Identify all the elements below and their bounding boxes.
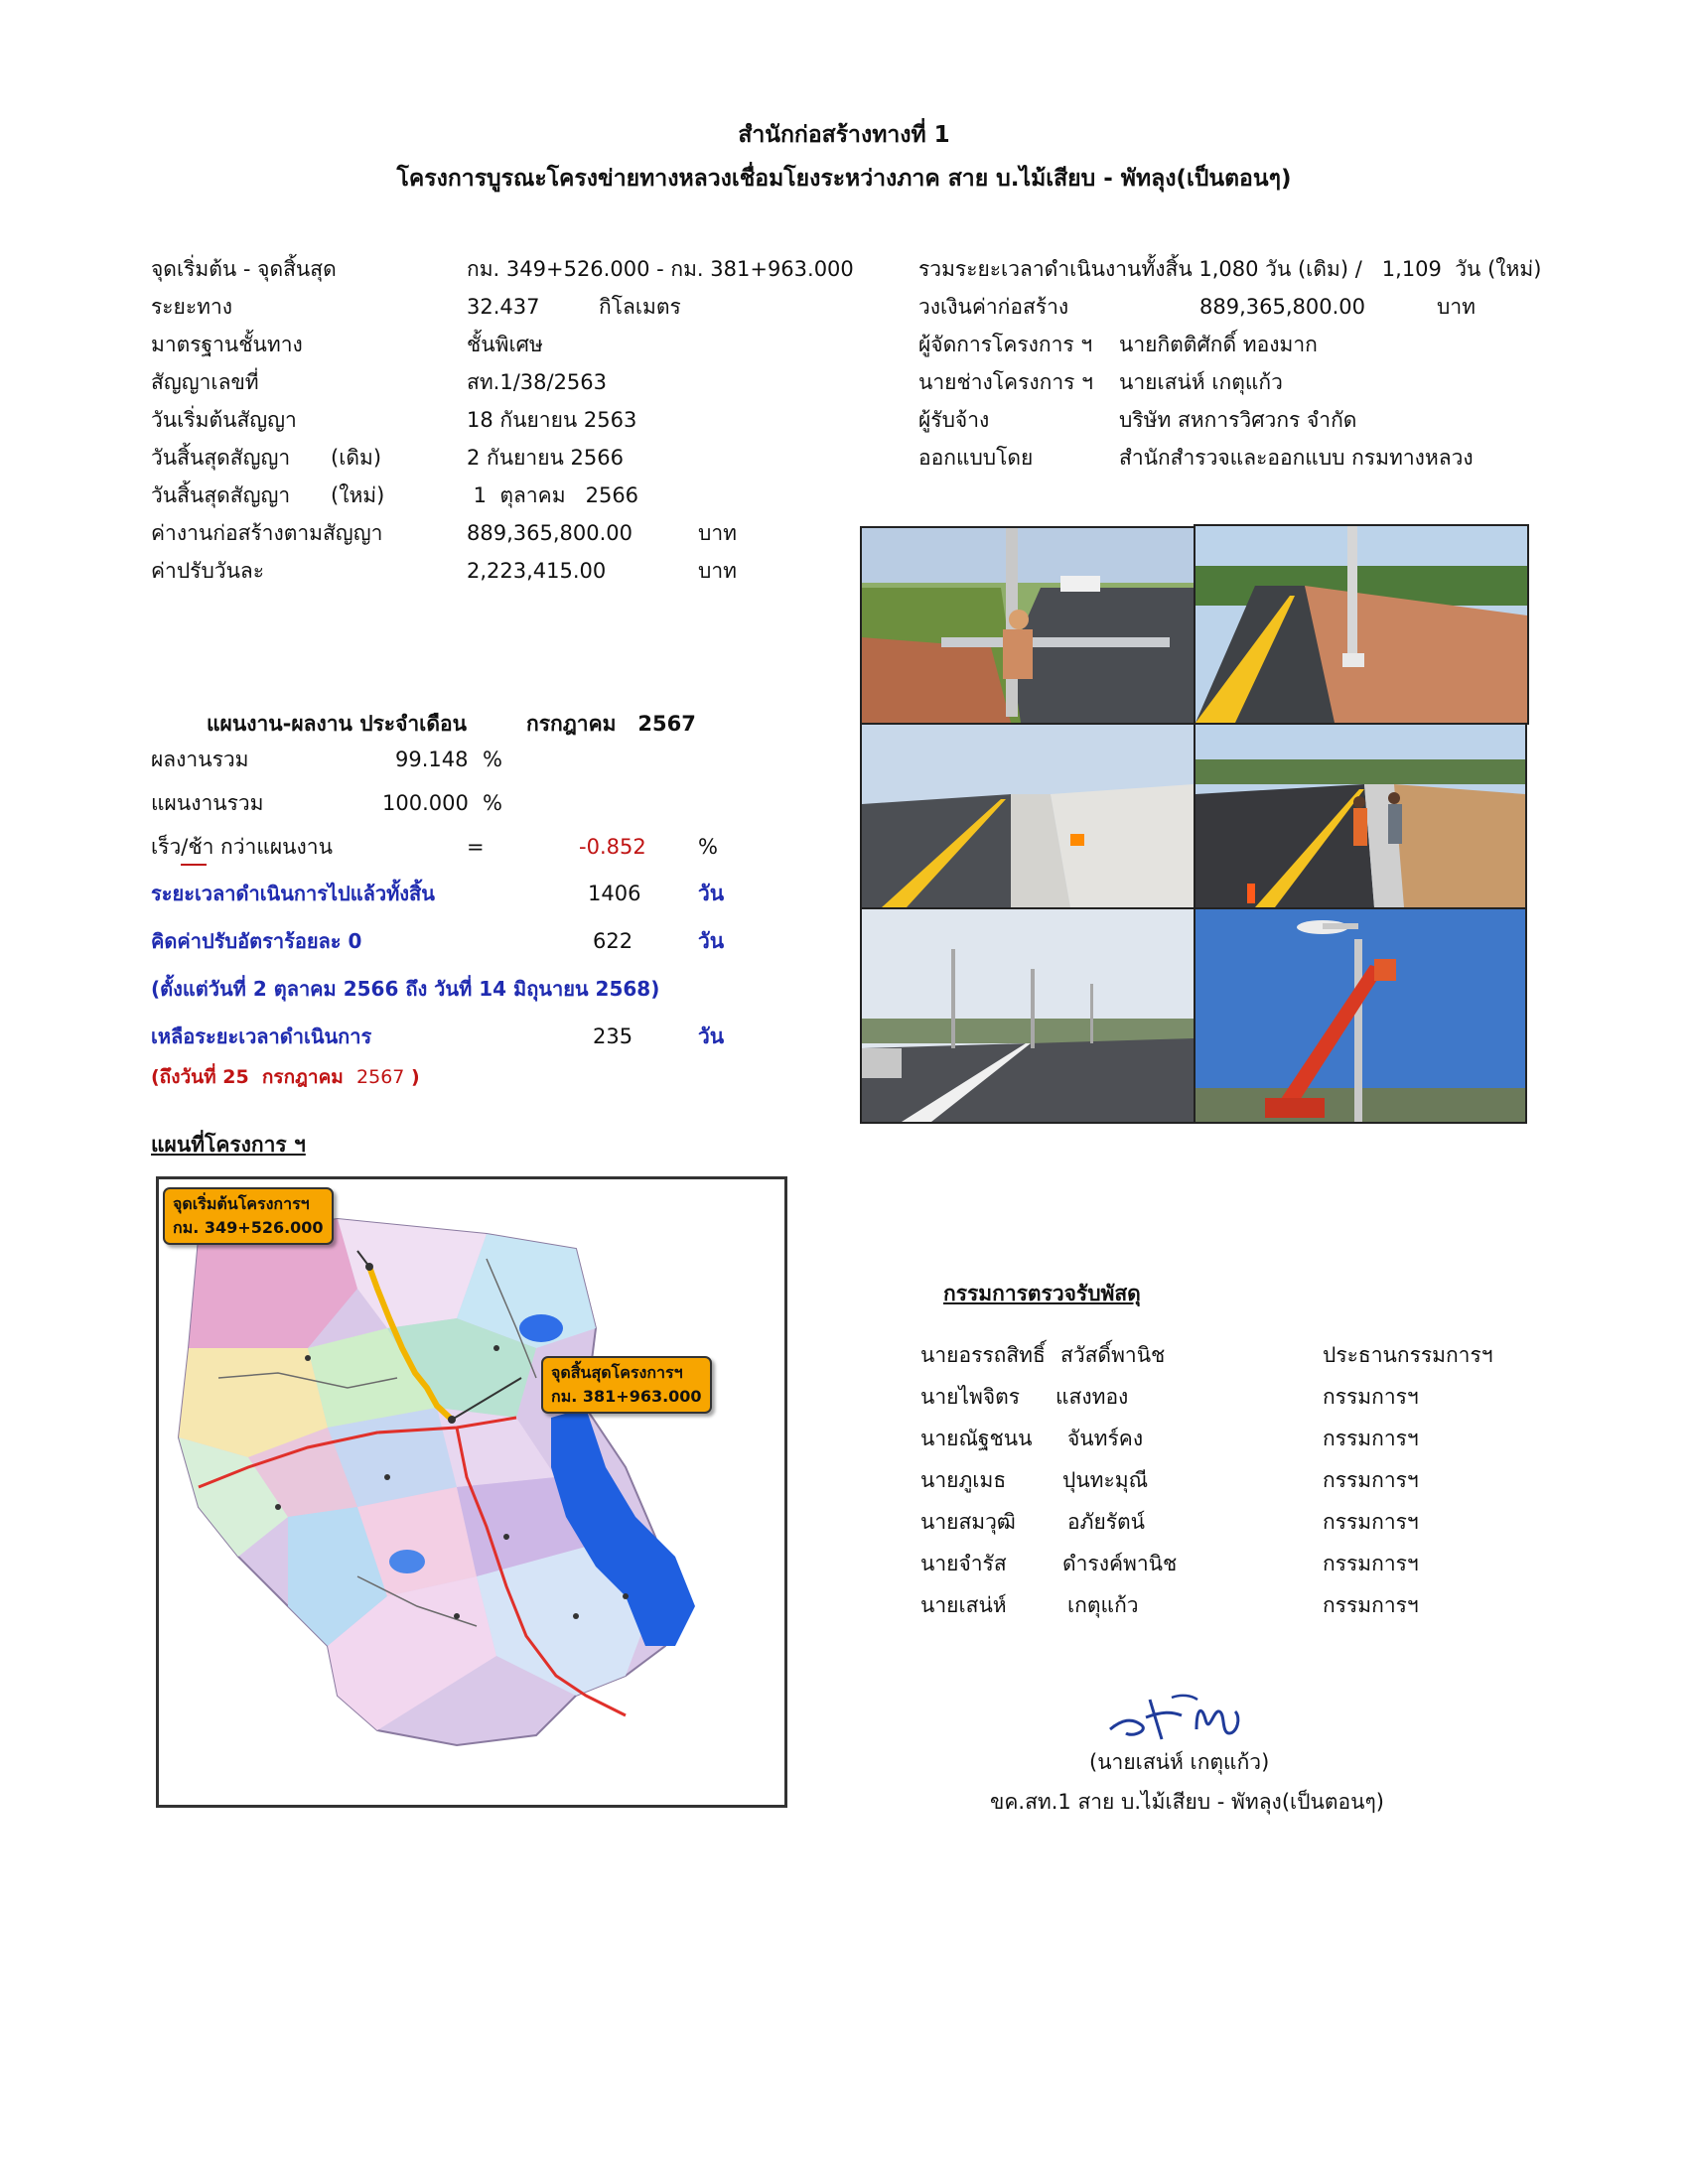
info-value-project-engineer: นายเสน่ห์ เกตุแก้ว (1119, 370, 1283, 394)
info-value-start-date: 18 กันยายน 2563 (467, 408, 637, 432)
committee-member-last: จันทร์คง (1067, 1427, 1144, 1450)
progress-elapsed-value: 1406 (588, 882, 641, 905)
info-label-project-manager: ผู้จัดการโครงการ ฯ (918, 333, 1093, 356)
info-value-budget: 889,365,800.00 (1199, 295, 1365, 319)
info-value-start-end: กม. 349+526.000 - กม. 381+963.000 (467, 257, 854, 281)
committee-member-last: อภัยรัตน์ (1067, 1510, 1146, 1534)
info-label-contract-value: ค่างานก่อสร้างตามสัญญา (151, 521, 383, 545)
info-value-end-date-new: 1 ตุลาคม 2566 (467, 483, 639, 507)
committee-member-role: กรรมการฯ (1323, 1552, 1419, 1575)
info-value-end-date-old: 2 กันยายน 2566 (467, 446, 624, 470)
committee-member-first: นายณัฐชนน (920, 1427, 1033, 1450)
progress-elapsed-label: ระยะเวลาดำเนินการไปแล้วทั้งสิ้น (151, 882, 435, 905)
progress-penalty-unit: วัน (698, 929, 725, 953)
handwritten-signature (1102, 1690, 1261, 1749)
info-value-project-manager: นายกิตติศักดิ์ ทองมาก (1119, 333, 1318, 356)
photo-worker-roadside (860, 526, 1196, 725)
committee-member-last: แสงทอง (1055, 1385, 1129, 1409)
info-unit-contract-value: บาท (698, 521, 737, 545)
info-label-start-end: จุดเริ่มต้น - จุดสิ้นสุด (151, 257, 337, 281)
photo-road-lights (860, 907, 1196, 1124)
committee-heading: กรรมการตรวจรับพัสดุ (943, 1282, 1141, 1305)
photo-road-lamp-base (1194, 524, 1529, 725)
progress-penalty-period: (ตั้งแต่วันที่ 2 ตุลาคม 2566 ถึง วันที่ 14 มิถุนายน 2568) (151, 977, 660, 1001)
map-end-callout (541, 1356, 712, 1414)
progress-month: กรกฎาคม 2567 (526, 712, 696, 736)
info-label-end-date-old: วันสิ้นสุดสัญญา (151, 446, 291, 470)
progress-penalty-value: 622 (593, 929, 633, 953)
progress-remaining-unit: วัน (698, 1024, 725, 1048)
progress-remaining-value: 235 (593, 1024, 633, 1048)
progress-plan-value: 100.000 (382, 791, 469, 815)
committee-member-last: สวัสดิ์พานิช (1060, 1343, 1166, 1367)
map-end-callout-km: กม. 381+963.000 (551, 1387, 702, 1406)
committee-member-first: นายจำรัส (920, 1552, 1007, 1575)
info-note-end-date-old: (เดิม) (331, 446, 382, 470)
info-value-contract-value: 889,365,800.00 (467, 521, 633, 545)
progress-asof-year: 2567 (356, 1066, 405, 1088)
office-title: สำนักก่อสร้างทางที่ 1 (738, 122, 950, 148)
progress-asof-prefix: (ถึงวันที่ 25 กรกฎาคม (151, 1066, 357, 1088)
info-value-contractor: บริษัท สหการวิศวกร จำกัด (1119, 408, 1357, 432)
map-start-callout (163, 1187, 334, 1245)
progress-actual-pct: % (483, 748, 502, 771)
project-title: โครงการบูรณะโครงข่ายทางหลวงเชื่อมโยงระหว่างภาค สาย บ.ไม้เสียบ - พัทลุง(เป็นตอนๆ) (396, 166, 1292, 192)
progress-diff-pct: % (698, 835, 718, 859)
committee-member-last: ดำรงค์พานิช (1062, 1552, 1178, 1575)
committee-member-role: กรรมการฯ (1323, 1468, 1419, 1492)
info-label-end-date-new: วันสิ้นสุดสัญญา (151, 483, 291, 507)
signature-name: (นายเสน่ห์ เกตุแก้ว) (1089, 1750, 1270, 1774)
info-value-standard: ชั้นพิเศษ (467, 333, 543, 356)
map-heading: แผนที่โครงการ ฯ (151, 1133, 306, 1157)
info-value-contract-no: สท.1/38/2563 (467, 370, 608, 394)
progress-asof-suffix: ) (404, 1066, 420, 1088)
committee-member-first: นายเสน่ห์ (920, 1593, 1007, 1617)
committee-member-first: นายสมวุฒิ (920, 1510, 1016, 1534)
progress-penalty-label: คิดค่าปรับอัตราร้อยละ 0 (151, 929, 362, 953)
committee-member-last: ปุนทะมุณี (1062, 1468, 1149, 1492)
committee-member-role: กรรมการฯ (1323, 1385, 1419, 1409)
committee-member-role: กรรมการฯ (1323, 1510, 1419, 1534)
progress-diff-value: -0.852 (579, 835, 646, 859)
progress-asof (151, 1064, 420, 1090)
progress-diff-underline (181, 864, 207, 866)
progress-diff-label: เร็ว/ช้า กว่าแผนงาน (151, 835, 333, 859)
info-note-end-date-new: (ใหม่) (331, 483, 385, 507)
progress-diff-eq: = (467, 835, 485, 859)
photo-workers-barrier (1194, 723, 1527, 909)
info-label-start-date: วันเริ่มต้นสัญญา (151, 408, 297, 432)
info-unit-distance: กิโลเมตร (599, 295, 681, 319)
info-label-designer: ออกแบบโดย (918, 446, 1034, 470)
info-unit-budget: บาท (1437, 295, 1476, 319)
info-value-daily-fine: 2,223,415.00 (467, 559, 607, 583)
committee-member-role: กรรมการฯ (1323, 1427, 1419, 1450)
map-start-callout-km: กม. 349+526.000 (173, 1218, 324, 1237)
map-start-callout-title: จุดเริ่มต้นโครงการฯ (173, 1194, 310, 1213)
progress-actual-value: 99.148 (395, 748, 469, 771)
progress-actual-label: ผลงานรวม (151, 748, 249, 771)
photo-median-wall (860, 723, 1196, 909)
info-unit-daily-fine: บาท (698, 559, 737, 583)
committee-member-first: นายภูเมธ (920, 1468, 1007, 1492)
info-label-contractor: ผู้รับจ้าง (918, 408, 990, 432)
map-end-callout-title: จุดสิ้นสุดโครงการฯ (551, 1363, 683, 1382)
info-label-budget: วงเงินค่าก่อสร้าง (918, 295, 1069, 319)
progress-heading: แผนงาน-ผลงาน ประจำเดือน (207, 712, 467, 736)
project-map-drawing (159, 1179, 784, 1805)
info-label-project-engineer: นายช่างโครงการ ฯ (918, 370, 1093, 394)
info-value-distance: 32.437 (467, 295, 540, 319)
info-value-designer: สำนักสำรวจและออกแบบ กรมทางหลวง (1119, 446, 1474, 470)
progress-remaining-label: เหลือระยะเวลาดำเนินการ (151, 1024, 372, 1048)
project-map (156, 1176, 787, 1808)
info-label-distance: ระยะทาง (151, 295, 233, 319)
info-label-contract-no: สัญญาเลขที่ (151, 370, 259, 394)
info-label-standard: มาตรฐานชั้นทาง (151, 333, 303, 356)
committee-member-last: เกตุแก้ว (1067, 1593, 1139, 1617)
photo-crane-lamp (1194, 907, 1527, 1124)
info-duration: รวมระยะเวลาดำเนินงานทั้งสิ้น 1,080 วัน (เดิม) / 1,109 วัน (ใหม่) (918, 257, 1542, 281)
progress-plan-pct: % (483, 791, 502, 815)
committee-member-role: ประธานกรรมการฯ (1323, 1343, 1493, 1367)
committee-member-role: กรรมการฯ (1323, 1593, 1419, 1617)
info-label-daily-fine: ค่าปรับวันละ (151, 559, 265, 583)
progress-plan-label: แผนงานรวม (151, 791, 264, 815)
committee-member-first: นายอรรถสิทธิ์ (920, 1343, 1046, 1367)
signature-position: ขค.สท.1 สาย บ.ไม้เสียบ - พัทลุง(เป็นตอนๆ) (990, 1790, 1384, 1814)
committee-member-first: นายไพจิตร (920, 1385, 1021, 1409)
progress-elapsed-unit: วัน (698, 882, 725, 905)
